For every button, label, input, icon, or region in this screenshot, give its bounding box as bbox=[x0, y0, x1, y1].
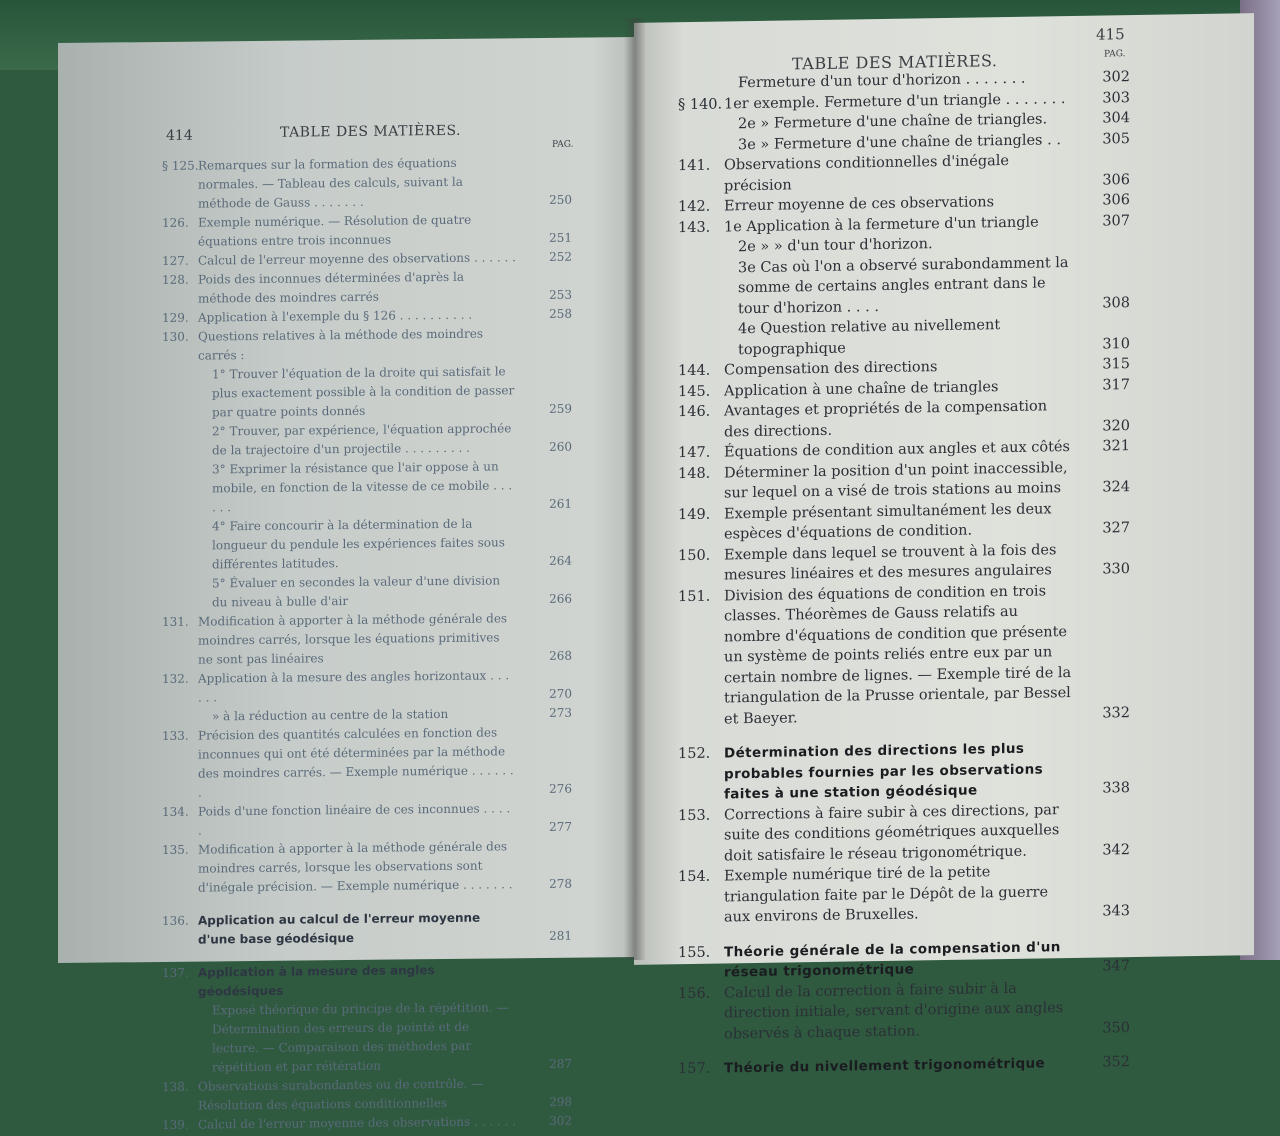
entry-title: 3e Cas où l'on a observé surabondamment la somme de certains angles entrant dans le tour d'horizon . . . . bbox=[738, 254, 1069, 317]
entry-page: 307 bbox=[1102, 212, 1130, 230]
entry-title: Erreur moyenne de ces observations bbox=[724, 194, 995, 215]
toc-entry bbox=[162, 210, 572, 252]
entry-title: Division des équations de condition en trois classes. Théorèmes de Gauss relatifs au nombre d'équations de condition que présente un système de points reliés entre eux par un certain nombre de lignes. — Exemple tiré de la triangulation de la Prusse orientale, par Bessel et Baeyer. bbox=[724, 582, 1072, 727]
entry-title: 2e » » d'un tour d'horizon. bbox=[738, 236, 933, 256]
toc-entry bbox=[678, 936, 1130, 984]
entry-number: 134. bbox=[162, 804, 189, 819]
entry-page: 306 bbox=[1102, 171, 1130, 189]
entry-page: 324 bbox=[1102, 479, 1130, 496]
toc-entry bbox=[678, 395, 1130, 443]
entry-number: 135. bbox=[162, 842, 189, 857]
entry-number: 156. bbox=[678, 985, 711, 1002]
entry-title: Observations conditionnelles d'inégale précision bbox=[724, 152, 1009, 194]
entry-title: Compensation des directions bbox=[724, 359, 938, 379]
entry-number: 153. bbox=[678, 807, 711, 824]
entry-number: § 125. bbox=[162, 158, 199, 173]
entry-page: 258 bbox=[549, 306, 572, 321]
entry-number: 154. bbox=[678, 868, 711, 886]
entry-number: 141. bbox=[678, 157, 711, 175]
entry-title: Détermination des directions les plus probables fournies par les observations faites à une station géodésique bbox=[724, 740, 1044, 803]
entry-title: Questions relatives à la méthode des moindres carrés : bbox=[198, 326, 483, 363]
entry-title: Modification à apporter à la méthode générale des moindres carrés, lorsque les équations primitives ne sont pas linéaires bbox=[198, 611, 508, 667]
toc-entry bbox=[678, 977, 1130, 1046]
entry-number: 155. bbox=[678, 944, 711, 961]
entry-number: 142. bbox=[678, 198, 711, 216]
entry-title: Modification à apporter à la méthode générale des moindres carrés, lorsque les observations sont d'inégale précision. — Exemple numérique . . . . . . . bbox=[198, 839, 513, 895]
entry-title: » à la réduction au centre de la station bbox=[212, 706, 449, 724]
entry-page: 304 bbox=[1102, 110, 1130, 127]
toc-entry bbox=[678, 737, 1130, 806]
entry-page: 321 bbox=[1102, 438, 1130, 455]
toc-entry bbox=[678, 539, 1130, 587]
toc-entry bbox=[162, 153, 572, 214]
entry-page: 264 bbox=[549, 553, 572, 568]
entry-page: 261 bbox=[549, 496, 572, 511]
entry-page: 252 bbox=[549, 249, 572, 264]
toc-entry bbox=[162, 723, 572, 803]
entry-page: 287 bbox=[549, 1056, 572, 1071]
entry-title: 2° Trouver, par expérience, l'équation approchée de la trajectoire d'un projectile . . . . . . . . . bbox=[212, 421, 512, 458]
column-marker: PAG. bbox=[1104, 49, 1126, 60]
entry-title: Avantages et propriétés de la compensation des directions. bbox=[724, 398, 1048, 440]
entry-number: 126. bbox=[162, 215, 189, 230]
entry-title: 4° Faire concourir à la détermination de la longueur du pendule les expériences faites sous différentes latitudes. bbox=[212, 516, 505, 572]
entry-title: Exemple numérique tiré de la petite triangulation faite par le Dépôt de la guerre aux environs de Bruxelles. bbox=[724, 864, 1049, 926]
entry-page: 305 bbox=[1102, 130, 1130, 148]
entry-number: 132. bbox=[162, 671, 189, 686]
entry-title: 3° Exprimer la résistance que l'air oppose à un mobile, en fonction de la vitesse de ce mobile . . . . . . bbox=[212, 459, 513, 515]
entry-number: 151. bbox=[678, 588, 711, 605]
entry-number: 137. bbox=[162, 965, 189, 980]
toc-entry bbox=[162, 362, 572, 423]
entry-page: 315 bbox=[1102, 356, 1130, 373]
entry-title: Exemple dans lequel se trouvent à la fois des mesures linéaires et des mesures angulaires bbox=[724, 541, 1057, 584]
toc-entry bbox=[162, 1074, 572, 1116]
entry-title: Calcul de la correction à faire subir à la direction initiale, servant d'origine aux angles observés à chaque station. bbox=[724, 980, 1064, 1042]
entry-page: 352 bbox=[1102, 1054, 1130, 1071]
entry-page: 308 bbox=[1102, 294, 1130, 312]
entry-title: Exposé théorique du principe de la répétition. — Détermination des erreurs de pointé et de lecture. — Comparaison des méthodes par répétition et par réitération bbox=[212, 1000, 509, 1075]
entry-page: 342 bbox=[1102, 841, 1130, 859]
entry-page: 306 bbox=[1102, 192, 1130, 209]
entry-title: Corrections à faire subir à ces directions, par suite des conditions géométriques auxquelles doit satisfaire le réseau trigonométrique. bbox=[724, 801, 1060, 864]
entry-title: 2e » Fermeture d'une chaîne de triangles. bbox=[738, 111, 1048, 133]
toc-entry bbox=[678, 580, 1130, 731]
entry-title: Application à une chaîne de triangles bbox=[724, 378, 999, 399]
toc-entry bbox=[162, 609, 572, 670]
page-number: 414 bbox=[166, 127, 193, 144]
toc-entry bbox=[162, 324, 572, 366]
toc-entry bbox=[678, 860, 1130, 929]
page-header: TABLE DES MATIÈRES. bbox=[792, 51, 998, 74]
entry-title: Déterminer la position d'un point inaccessible, sur lequel on a visé de trois stations au moins bbox=[724, 459, 1068, 502]
entry-page: 276 bbox=[549, 781, 572, 796]
entry-page: 330 bbox=[1102, 561, 1130, 578]
entry-page: 347 bbox=[1102, 958, 1130, 975]
entry-title: Application à la mesure des angles horizontaux . . . . . . bbox=[198, 668, 510, 705]
entry-number: 146. bbox=[678, 403, 711, 421]
toc-entry bbox=[162, 960, 572, 1002]
entry-title: Calcul de l'erreur moyenne des observations . . . . . . bbox=[198, 1114, 516, 1132]
entry-page: 253 bbox=[549, 287, 572, 302]
right-page bbox=[634, 13, 1254, 1078]
entry-title: 1er exemple. Fermeture d'un triangle . . . . . . . bbox=[724, 90, 1066, 112]
entry-page: 320 bbox=[1102, 417, 1130, 435]
entry-number: 143. bbox=[678, 219, 711, 236]
entry-number: 144. bbox=[678, 362, 711, 380]
entry-title: Précision des quantités calculées en fonction des inconnues qui ont été déterminées par la méthode des moindres carrés. — Exemple numérique . . . . . . . bbox=[198, 725, 514, 800]
entry-title: Exemple numérique. — Résolution de quatre équations entre trois inconnues bbox=[198, 212, 472, 249]
entry-number: 148. bbox=[678, 465, 711, 482]
entry-page: 259 bbox=[549, 401, 572, 416]
entry-number: 152. bbox=[678, 745, 711, 763]
toc-entry bbox=[162, 998, 572, 1078]
entry-page: 250 bbox=[549, 192, 572, 207]
toc-entry bbox=[162, 837, 572, 898]
entry-page: 303 bbox=[1102, 89, 1130, 107]
page-number: 415 bbox=[1096, 25, 1125, 44]
entry-title: Exemple présentant simultanément les deux espèces d'équations de condition. bbox=[724, 500, 1052, 543]
toc-entry bbox=[678, 252, 1130, 321]
toc-entry bbox=[162, 457, 572, 518]
entry-title: Théorie du nivellement trigonométrique bbox=[724, 1055, 1046, 1077]
entry-title: Théorie générale de la compensation d'un réseau trigonométrique bbox=[724, 938, 1061, 981]
entry-page: 270 bbox=[549, 686, 572, 701]
entry-number: 129. bbox=[162, 310, 189, 325]
entry-number: 127. bbox=[162, 253, 189, 268]
entry-page: 302 bbox=[549, 1113, 572, 1128]
entry-title: Poids des inconnues déterminées d'après la méthode des moindres carrés bbox=[198, 269, 465, 306]
entry-page: 268 bbox=[549, 648, 572, 663]
open-book bbox=[58, 18, 1254, 1132]
entry-number: § 140. bbox=[678, 95, 723, 113]
entry-page: 338 bbox=[1102, 780, 1130, 797]
entry-number: 145. bbox=[678, 383, 711, 400]
entry-page: 273 bbox=[549, 705, 572, 720]
left-page bbox=[58, 37, 638, 1132]
entry-number: 150. bbox=[678, 547, 711, 564]
entry-number: 149. bbox=[678, 506, 711, 523]
toc-entry bbox=[162, 666, 572, 708]
entry-page: 332 bbox=[1102, 704, 1130, 722]
entry-number: 133. bbox=[162, 728, 189, 743]
entry-page: 317 bbox=[1102, 376, 1130, 394]
entry-page: 260 bbox=[549, 439, 572, 454]
entry-page: 266 bbox=[549, 591, 572, 606]
entry-number: 139. bbox=[162, 1117, 189, 1132]
toc-entry bbox=[162, 514, 572, 575]
toc-entry bbox=[678, 498, 1130, 546]
toc-entry bbox=[678, 799, 1130, 868]
entry-title: 3e » Fermeture d'une chaîne de triangles . . bbox=[738, 131, 1061, 153]
entry-page: 278 bbox=[549, 876, 572, 891]
entry-number: 136. bbox=[162, 913, 189, 928]
column-marker: PAG. bbox=[552, 139, 574, 150]
entry-page: 298 bbox=[549, 1094, 572, 1109]
entry-number: 128. bbox=[162, 272, 189, 287]
toc-entry bbox=[162, 1112, 572, 1135]
entry-title: 1e Application à la fermeture d'un triangle bbox=[724, 214, 1039, 235]
entry-page: 281 bbox=[549, 928, 572, 943]
toc-entry bbox=[162, 419, 572, 461]
entry-page: 310 bbox=[1102, 335, 1130, 353]
toc-entry bbox=[678, 313, 1130, 361]
entry-number: 147. bbox=[678, 444, 711, 462]
entry-title: Observations surabondantes ou de contrôle. — Résolution des équations conditionnelles bbox=[198, 1076, 484, 1113]
toc-entry bbox=[678, 457, 1130, 505]
entry-title: 1° Trouver l'équation de la droite qui satisfait le plus exactement possible à la condition de passer par quatre points donnés bbox=[212, 364, 515, 420]
entry-number: 157. bbox=[678, 1060, 711, 1078]
page-header: TABLE DES MATIÈRES. bbox=[280, 122, 461, 141]
entry-title: Équations de condition aux angles et aux côtés bbox=[724, 439, 1070, 461]
entry-title: Application à l'exemple du § 126 . . . . . . . . . . bbox=[198, 307, 473, 325]
toc-entry bbox=[678, 149, 1130, 197]
entry-title: Application au calcul de l'erreur moyenne d'une base géodésique bbox=[198, 910, 481, 947]
entry-page: 251 bbox=[549, 230, 572, 245]
entry-number: 131. bbox=[162, 614, 189, 629]
entry-title: Remarques sur la formation des équations normales. — Tableau des calculs, suivant la méthode de Gauss . . . . . . . bbox=[198, 155, 463, 211]
entry-title: Calcul de l'erreur moyenne des observations . . . . . . bbox=[198, 250, 516, 268]
entry-title: Application à la mesure des angles géodésiques bbox=[198, 963, 435, 999]
entry-number: 130. bbox=[162, 329, 189, 344]
entry-number: 138. bbox=[162, 1079, 189, 1094]
contents-list bbox=[162, 153, 572, 1135]
entry-page: 302 bbox=[1102, 69, 1130, 86]
entry-title: 4e Question relative au nivellement topographique bbox=[738, 317, 1001, 358]
entry-page: 277 bbox=[549, 819, 572, 834]
entry-page: 343 bbox=[1102, 903, 1130, 920]
entry-title: Poids d'une fonction linéaire de ces inconnues . . . . . bbox=[198, 801, 511, 838]
toc-entry bbox=[162, 908, 572, 950]
entry-title: Fermeture d'un tour d'horizon . . . . . . . bbox=[738, 70, 1026, 92]
toc-entry bbox=[162, 267, 572, 309]
toc-entry bbox=[162, 799, 572, 841]
book-gutter bbox=[624, 18, 646, 960]
toc-entry bbox=[162, 571, 572, 613]
entry-page: 350 bbox=[1102, 1019, 1130, 1037]
entry-page: 327 bbox=[1102, 520, 1130, 537]
entry-title: 5° Évaluer en secondes la valeur d'une division du niveau à bulle d'air bbox=[212, 573, 501, 610]
contents-list bbox=[678, 67, 1130, 1080]
